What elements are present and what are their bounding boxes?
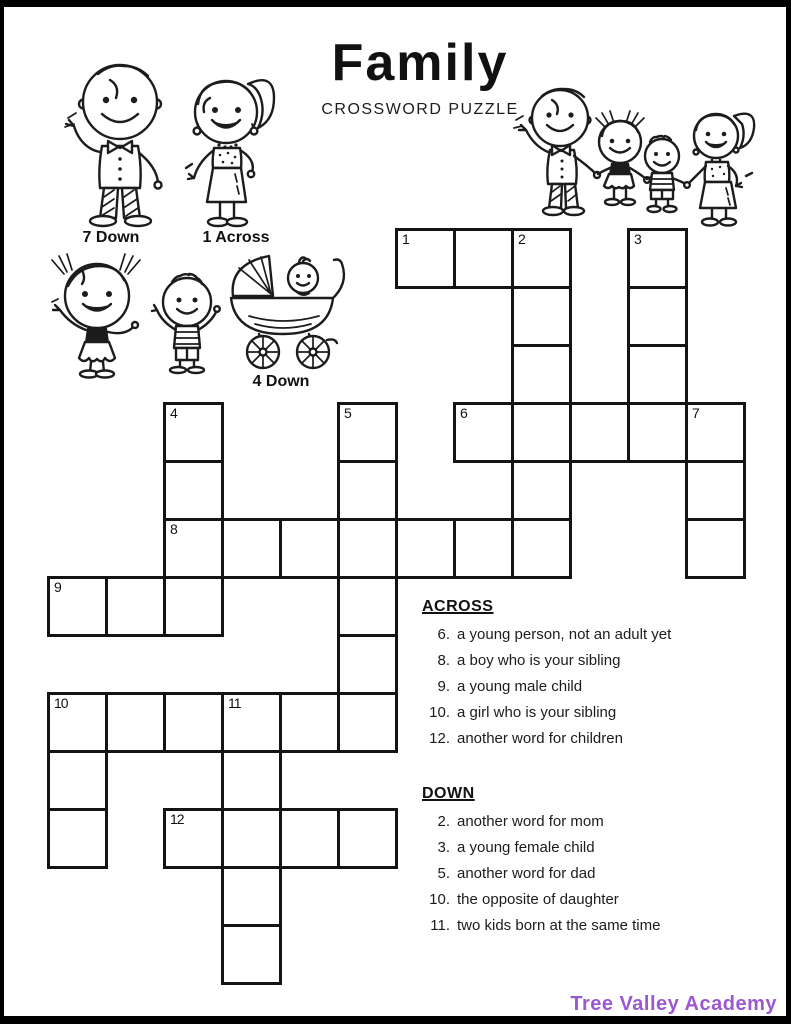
- down-clue: [422, 861, 782, 887]
- crossword-cell[interactable]: [105, 692, 166, 753]
- clue-number: 5.: [437, 865, 450, 882]
- crossword-cell[interactable]: [511, 344, 572, 405]
- crossword-cell[interactable]: [163, 576, 224, 637]
- crossword-cell[interactable]: [221, 692, 282, 753]
- clue-text: a boy who is your sibling: [457, 652, 621, 669]
- cell-number: 10: [54, 695, 68, 711]
- crossword-cell[interactable]: [337, 460, 398, 521]
- clue-text: a young person, not an adult yet: [457, 626, 672, 643]
- cell-number: 8: [170, 521, 177, 537]
- clue-number: 11.: [430, 917, 450, 934]
- crossword-cell[interactable]: [685, 518, 746, 579]
- clue-text: another word for children: [457, 730, 623, 747]
- clue-number: 6.: [437, 626, 450, 643]
- crossword-cell[interactable]: [395, 518, 456, 579]
- crossword-cell[interactable]: [221, 808, 282, 869]
- dad-waving-illustration: [58, 56, 178, 228]
- clue-number: 10.: [429, 891, 450, 908]
- crossword-cell[interactable]: [453, 518, 514, 579]
- crossword-cell[interactable]: [627, 402, 688, 463]
- baby-label: 4 Down: [252, 373, 310, 390]
- crossword-cell[interactable]: [105, 576, 166, 637]
- crossword-cell[interactable]: [163, 402, 224, 463]
- crossword-cell[interactable]: [337, 576, 398, 637]
- clue-text: another word for mom: [457, 813, 604, 830]
- crossword-cell[interactable]: [685, 460, 746, 521]
- crossword-cell[interactable]: [221, 750, 282, 811]
- crossword-cell[interactable]: [511, 286, 572, 347]
- across-clue: [422, 622, 782, 648]
- cell-number: 11: [228, 695, 241, 711]
- crossword-cell[interactable]: [627, 344, 688, 405]
- down-clue: [422, 887, 782, 913]
- crossword-cell[interactable]: [511, 402, 572, 463]
- clue-number: 12.: [429, 730, 450, 747]
- crossword-cell[interactable]: [453, 402, 514, 463]
- down-clue: [422, 913, 782, 939]
- crossword-cell[interactable]: [627, 286, 688, 347]
- crossword-cell[interactable]: [511, 228, 572, 289]
- mom-label: 1 Across: [202, 229, 270, 246]
- clue-text: a girl who is your sibling: [457, 704, 617, 721]
- clue-text: another word for dad: [457, 865, 596, 882]
- cell-number: 6: [460, 405, 467, 421]
- clue-number: 2.: [437, 813, 450, 830]
- clue-text: two kids born at the same time: [457, 917, 661, 934]
- clue-text: a young female child: [457, 839, 595, 856]
- cell-number: 4: [170, 405, 177, 421]
- crossword-cell[interactable]: [511, 460, 572, 521]
- crossword-cell[interactable]: [221, 924, 282, 985]
- crossword-cell[interactable]: [337, 808, 398, 869]
- crossword-cell[interactable]: [163, 692, 224, 753]
- crossword-cell[interactable]: [279, 518, 340, 579]
- family-holding-hands-illustration: [510, 80, 782, 228]
- cell-number: 3: [634, 231, 641, 247]
- crossword-cell[interactable]: [337, 634, 398, 695]
- crossword-cell[interactable]: [569, 402, 630, 463]
- page-title: Family: [331, 34, 509, 92]
- across-clues: [422, 598, 782, 752]
- crossword-cell[interactable]: [627, 228, 688, 289]
- crossword-cell[interactable]: [395, 228, 456, 289]
- mom-illustration: [182, 68, 282, 228]
- across-clue: [422, 674, 782, 700]
- crossword-cell[interactable]: [337, 518, 398, 579]
- crossword-cell[interactable]: [47, 808, 108, 869]
- across-clue: [422, 648, 782, 674]
- across-header: ACROSS: [422, 598, 494, 615]
- cell-number: 2: [518, 231, 525, 247]
- cell-number: 1: [402, 231, 409, 247]
- crossword-cell[interactable]: [279, 692, 340, 753]
- crossword-cell[interactable]: [221, 518, 282, 579]
- crossword-cell[interactable]: [163, 518, 224, 579]
- clue-number: 8.: [437, 652, 450, 669]
- crossword-cell[interactable]: [47, 750, 108, 811]
- clue-text: the opposite of daughter: [457, 891, 619, 908]
- down-clue: [422, 809, 782, 835]
- cell-number: 9: [54, 579, 61, 595]
- down-clue: [422, 835, 782, 861]
- down-clues: [422, 785, 782, 939]
- cell-number: 12: [170, 811, 184, 827]
- dad-label: 7 Down: [82, 229, 140, 246]
- crossword-cell[interactable]: [453, 228, 514, 289]
- cell-number: 7: [692, 405, 699, 421]
- crossword-cell[interactable]: [47, 692, 108, 753]
- cell-number: 5: [344, 405, 351, 421]
- clue-number: 10.: [429, 704, 450, 721]
- clue-number: 3.: [437, 839, 450, 856]
- crossword-cell[interactable]: [511, 518, 572, 579]
- crossword-cell[interactable]: [685, 402, 746, 463]
- site-credit: Tree Valley Academy: [570, 993, 777, 1015]
- crossword-cell[interactable]: [279, 808, 340, 869]
- page-subtitle: CROSSWORD PUZZLE: [321, 101, 519, 118]
- across-clue: [422, 700, 782, 726]
- clue-text: a young male child: [457, 678, 583, 695]
- crossword-cell[interactable]: [337, 692, 398, 753]
- clue-number: 9.: [437, 678, 450, 695]
- across-clue: [422, 726, 782, 752]
- crossword-cell[interactable]: [47, 576, 108, 637]
- crossword-cell[interactable]: [221, 866, 282, 927]
- crossword-cell[interactable]: [337, 402, 398, 463]
- down-header: DOWN: [422, 785, 475, 802]
- crossword-cell[interactable]: [163, 808, 224, 869]
- crossword-cell[interactable]: [163, 460, 224, 521]
